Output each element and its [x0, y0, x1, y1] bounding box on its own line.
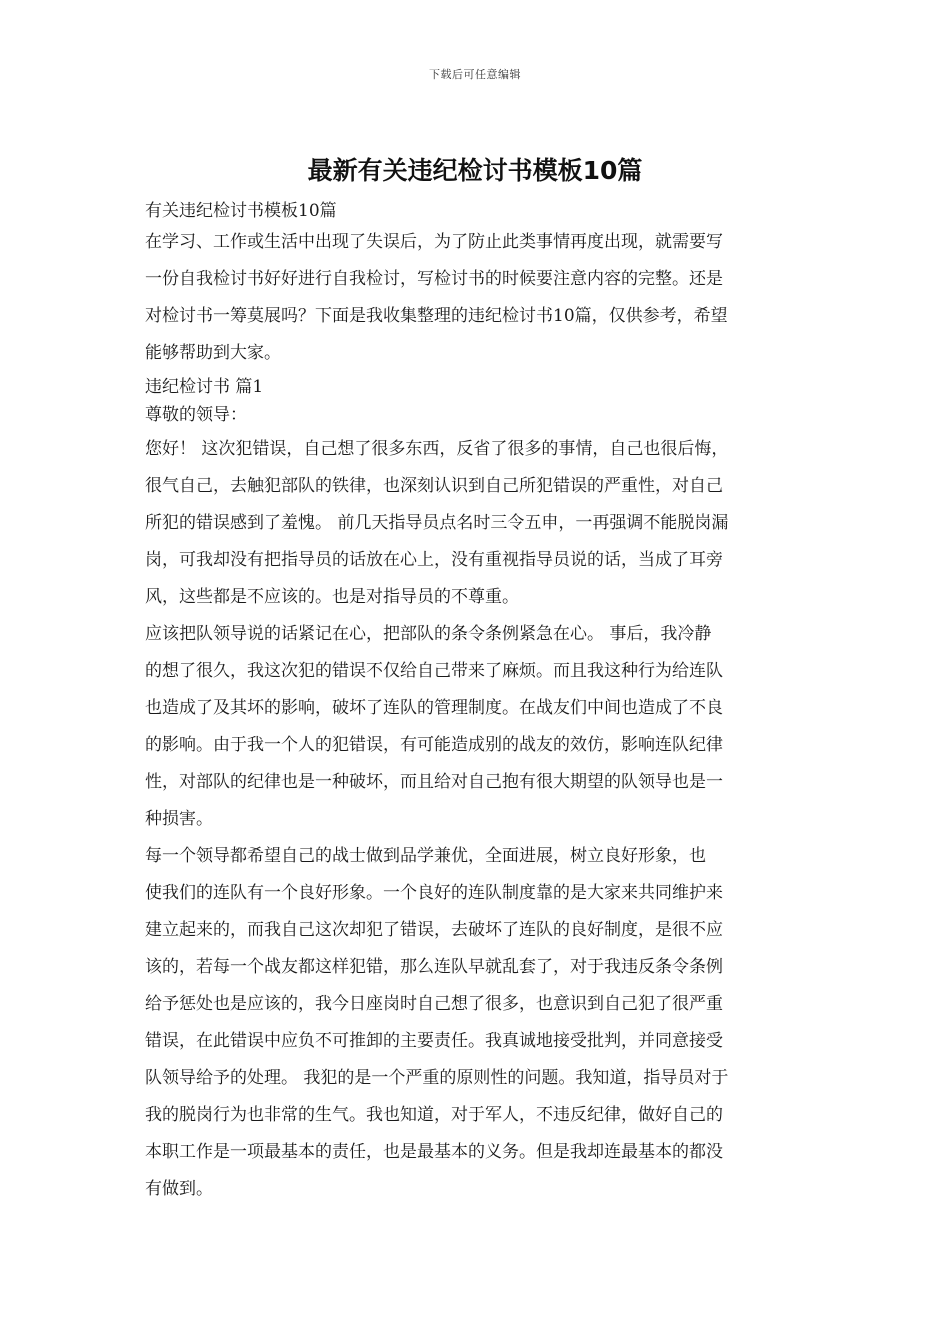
paragraph-line: 所犯的错误感到了羞愧。 前几天指导员点名时三令五申，一再强调不能脱岗漏 [145, 513, 729, 533]
paragraph-line: 应该把队领导说的话紧记在心，把部队的条令条例紧急在心。 事后，我冷静 [145, 624, 712, 644]
document-subtitle: 有关违纪检讨书模板10篇 [145, 201, 337, 221]
paragraph-line: 您好！ 这次犯错误，自己想了很多东西，反省了很多的事情，自己也很后悔， [145, 439, 729, 459]
paragraph-line: 错误，在此错误中应负不可推卸的主要责任。我真诚地接受批判，并同意接受 [145, 1031, 723, 1051]
paragraph-line: 的影响。由于我一个人的犯错误，有可能造成别的战友的效仿，影响连队纪律 [145, 735, 723, 755]
paragraph-line: 岗，可我却没有把指导员的话放在心上，没有重视指导员说的话，当成了耳旁 [145, 550, 723, 570]
document-title: 最新有关违纪检讨书模板10篇 [307, 156, 643, 185]
paragraph-line: 本职工作是一项最基本的责任，也是最基本的义务。但是我却连最基本的都没 [145, 1142, 723, 1162]
paragraph-line: 也造成了及其坏的影响，破坏了连队的管理制度。在战友们中间也造成了不良 [145, 698, 723, 718]
intro-paragraph [145, 224, 817, 372]
paragraph-line: 建立起来的，而我自己这次却犯了错误，去破坏了连队的良好制度，是很不应 [145, 920, 723, 940]
paragraph-line: 性，对部队的纪律也是一种破坏，而且给对自己抱有很大期望的队领导也是一 [145, 772, 723, 792]
paragraph-line: 有做到。 [145, 1179, 213, 1199]
document-body [145, 198, 817, 1208]
paragraph-line: 每一个领导都希望自己的战士做到品学兼优，全面进展，树立良好形象，也 [145, 846, 706, 866]
intro-line: 在学习、工作或生活中出现了失误后，为了防止此类事情再度出现，就需要写 [145, 232, 723, 252]
paragraph-line: 风，这些都是不应该的。也是对指导员的不尊重。 [145, 587, 519, 607]
letter-paragraph-1 [145, 431, 817, 616]
paragraph-line: 队领导给予的处理。 我犯的是一个严重的原则性的问题。我知道，指导员对于 [145, 1068, 729, 1088]
paragraph-line: 该的，若每一个战友都这样犯错，那么连队早就乱套了，对于我违反条令条例 [145, 957, 723, 977]
paragraph-line: 我的脱岗行为也非常的生气。我也知道，对于军人，不违反纪律，做好自己的 [145, 1105, 723, 1125]
intro-line: 对检讨书一筹莫展吗？下面是我收集整理的违纪检讨书10篇，仅供参考，希望 [145, 306, 728, 326]
salutation: 尊敬的领导： [145, 405, 247, 425]
paragraph-line: 种损害。 [145, 809, 213, 829]
paragraph-line: 使我们的连队有一个良好形象。一个良好的连队制度靠的是大家来共同维护来 [145, 883, 723, 903]
paragraph-line: 给予惩处也是应该的，我今日座岗时自己想了很多，也意识到自己犯了很严重 [145, 994, 723, 1014]
letter-paragraph-3 [145, 838, 817, 1208]
paragraph-line: 很气自己，去触犯部队的铁律，也深刻认识到自己所犯错误的严重性，对自己 [145, 476, 723, 496]
intro-line: 一份自我检讨书好好进行自我检讨，写检讨书的时候要注意内容的完整。还是 [145, 269, 723, 289]
section-heading: 违纪检讨书 篇1 [145, 377, 264, 397]
letter-paragraph-2 [145, 616, 817, 838]
header-note: 下载后可任意编辑 [429, 68, 521, 81]
intro-line: 能够帮助到大家。 [145, 343, 281, 363]
paragraph-line: 的想了很久，我这次犯的错误不仅给自己带来了麻烦。而且我这种行为给连队 [145, 661, 723, 681]
